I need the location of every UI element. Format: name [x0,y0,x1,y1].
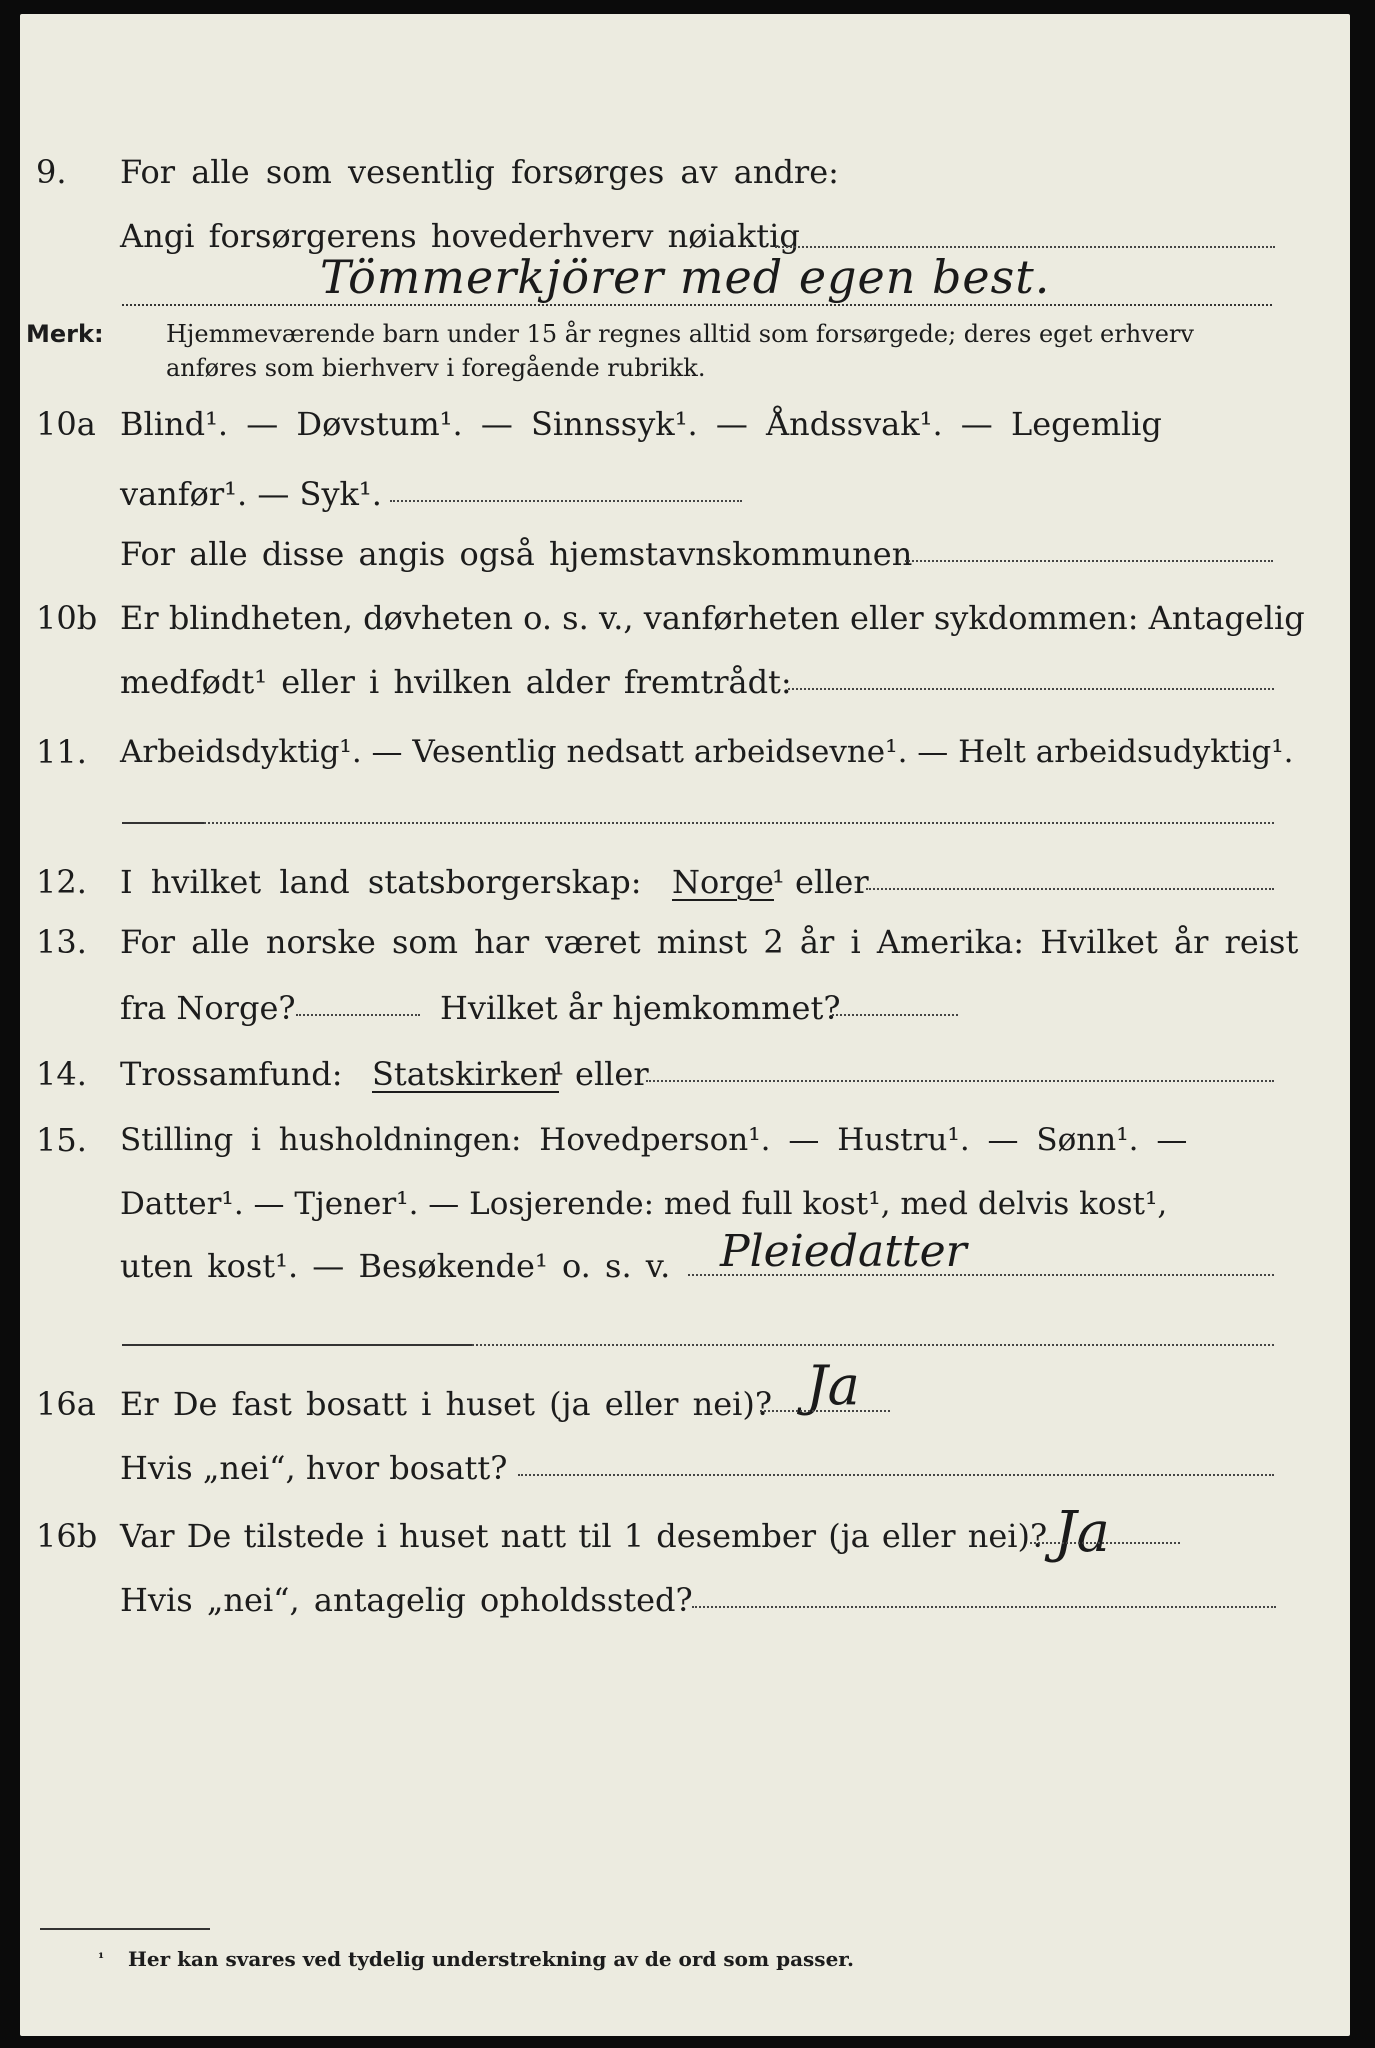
q12-suffix: ¹ eller [772,863,869,901]
q11-answer-solidline [122,822,204,824]
q14-dotline [646,1080,1274,1082]
merk-line2: anføres som bierhverv i foregående rubrikk. [166,354,706,382]
q16b-handwritten-answer: Ja [1054,1500,1110,1565]
q10a-number: 10a [36,405,96,443]
q10a-syk-dotline [390,500,742,502]
q9-handwritten-answer: Tömmerkjörer med egen best. [320,250,1051,304]
q11-number: 11. [36,733,87,771]
q12-dotline [866,888,1274,890]
q16a-number: 16a [36,1385,96,1423]
q9-answer-dotline [775,246,1275,248]
q16b-number: 16b [36,1517,98,1555]
q12-number: 12. [36,863,87,901]
q12-prefix: I hvilket land statsborgerskap: [120,863,642,901]
q10a-line3: For alle disse angis også hjemstavnskommunen [120,535,913,573]
q15-line2: Datter¹. — Tjener¹. — Losjerende: med full kost¹, med delvis kost¹, [120,1186,1168,1222]
q16b-opholdssted-dotline [692,1606,1276,1608]
q10a-line1: Blind¹. — Døvstum¹. — Sinnssyk¹. — Åndssvak¹. — Legemlig [120,405,1162,443]
q10b-dotline [788,688,1274,690]
q15-answer-dotline [688,1274,1274,1276]
q13-number: 13. [36,923,87,961]
q16b-line2: Hvis „nei“, antagelig opholdssted? [120,1581,693,1619]
q15-line3: uten kost¹. — Besøkende¹ o. s. v. [120,1247,671,1285]
q15-extra-solidline [122,1344,472,1346]
q10b-line2: medfødt¹ eller i hvilken alder fremtrådt: [120,663,792,701]
q16a-dotline [760,1410,890,1412]
q15-number: 15. [36,1121,87,1159]
q9-line2: Angi forsørgerens hovederhverv nøiaktig [120,217,800,255]
q16b-line1: Var De tilstede i huset natt til 1 desember (ja eller nei)? [120,1517,1048,1555]
q14-number: 14. [36,1055,87,1093]
q16a-bosatt-dotline [518,1474,1274,1476]
q9-answer-line [122,304,1272,306]
q16a-line2: Hvis „nei“, hvor bosatt? [120,1449,508,1487]
q16a-line1: Er De fast bosatt i huset (ja eller nei)? [120,1385,773,1423]
q15-handwritten-answer: Pleiedatter [720,1226,967,1277]
q16a-handwritten-answer: Ja [806,1354,860,1417]
q12-option-norge: Norge [672,863,774,901]
q13-hjemkommet-dotline [832,1014,958,1016]
q10b-number: 10b [36,599,98,637]
q10a-hjemstavn-dotline [905,560,1273,562]
footnote-mark: ¹ [98,1951,105,1967]
q13-reist-dotline [296,1014,420,1016]
merk-label: Merk: [26,320,104,348]
q14-suffix: ¹ eller [552,1055,649,1093]
footnote-rule [40,1928,210,1930]
q15-line1: Stilling i husholdningen: Hovedperson¹. — Hustru¹. — Sønn¹. — [120,1122,1188,1158]
census-form-page [20,14,1350,2036]
footnote-text: Her kan svares ved tydelig understrekning av de ord som passer. [128,1947,854,1971]
q10b-line1: Er blindheten, døvheten o. s. v., vanførheten eller sykdommen: Antagelig [120,599,1305,637]
q9-line1: For alle som vesentlig forsørges av andre: [120,153,839,191]
q13-line1: For alle norske som har været minst 2 år i Amerika: Hvilket år reist [120,923,1299,961]
q14-option-statskirken: Statskirken [372,1055,559,1093]
q10a-line2: vanfør¹. — Syk¹. [120,475,382,513]
q11-line1: Arbeidsdyktig¹. — Vesentlig nedsatt arbeidsevne¹. — Helt arbeidsudyktig¹. [120,734,1294,770]
merk-line1: Hjemmeværende barn under 15 år regnes alltid som forsørgede; deres eget erhverv [166,320,1194,348]
q14-prefix: Trossamfund: [120,1055,343,1093]
q13-line2b: Hvilket år hjemkommet? [440,989,841,1027]
q9-number: 9. [36,153,67,191]
q15-extra-dotline [472,1344,1274,1346]
q11-answer-dotline [204,822,1274,824]
q16b-dotline [1030,1542,1180,1544]
q13-line2a: fra Norge? [120,989,296,1027]
